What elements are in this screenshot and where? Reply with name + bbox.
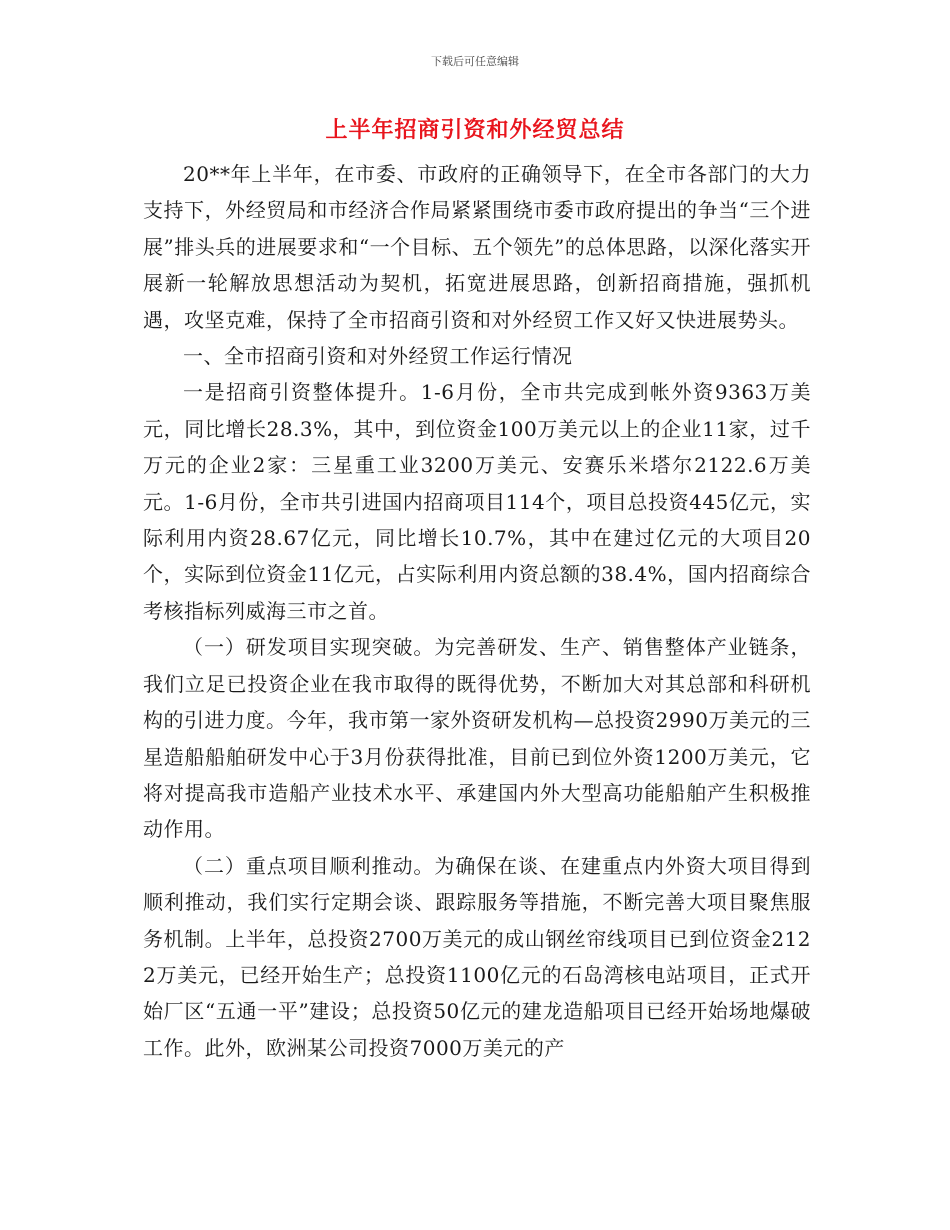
paragraph-key-projects: （二）重点项目顺利推动。为确保在谈、在建重点内外资大项目得到顺利推动，我们实行定期会谈、跟踪服务等措施，不断完善大项目聚焦服务机制。上半年，总投资2700万美元的成山钢丝帘线项目已到位资金2122万美元，已经开始生产；总投资1100亿元的石岛湾核电站项目，正式开始厂区“五通一平”建设；总投资50亿元的建龙造船项目已经开始场地爆破工作。此外，欧洲某公司投资7000万美元的产 xyxy=(143,853,811,1060)
paragraph-research: （一）研发项目实现突破。为完善研发、生产、销售整体产业链条，我们立足已投资企业在我市取得的既得优势，不断加大对其总部和科研机构的引进力度。今年，我市第一家外资研发机构—总投资2990万美元的三星造船船舶研发中心于3月份获得批准，目前已到位外资1200万美元，它将对提高我市造船产业技术水平、承建国内外大型高功能船舶产生积极推动作用。 xyxy=(143,635,811,842)
header-note: 下载后可任意编辑 xyxy=(431,55,519,68)
section-heading: 一、全市招商引资和对外经贸工作运行情况 xyxy=(183,344,573,369)
paragraph-intro: 20**年上半年，在市委、市政府的正确领导下，在全市各部门的大力支持下，外经贸局和市经济合作局紧紧围绕市委市政府提出的争当“三个进展”排头兵的进展要求和“一个目标、五个领先”的总体思路，以深化落实开展新一轮解放思想活动为契机，拓宽进展思路，创新招商措施，强抓机遇，攻坚克难，保持了全市招商引资和对外经贸工作又好又快进展势头。 xyxy=(143,162,811,332)
paragraph-investment: 一是招商引资整体提升。1-6月份，全市共完成到帐外资9363万美元，同比增长28.3%，其中，到位资金100万美元以上的企业11家，过千万元的企业2家：三星重工业3200万美元、安赛乐米塔尔2122.6万美元。1-6月份，全市共引进国内招商项目114个，项目总投资445亿元，实际利用内资28.67亿元，同比增长10.7%，其中在建过亿元的大项目20个，实际到位资金11亿元，占实际利用内资总额的38.4%，国内招商综合考核指标列威海三市之首。 xyxy=(143,380,811,623)
document-title: 上半年招商引资和外经贸总结 xyxy=(325,118,625,143)
document-body xyxy=(143,156,811,1066)
